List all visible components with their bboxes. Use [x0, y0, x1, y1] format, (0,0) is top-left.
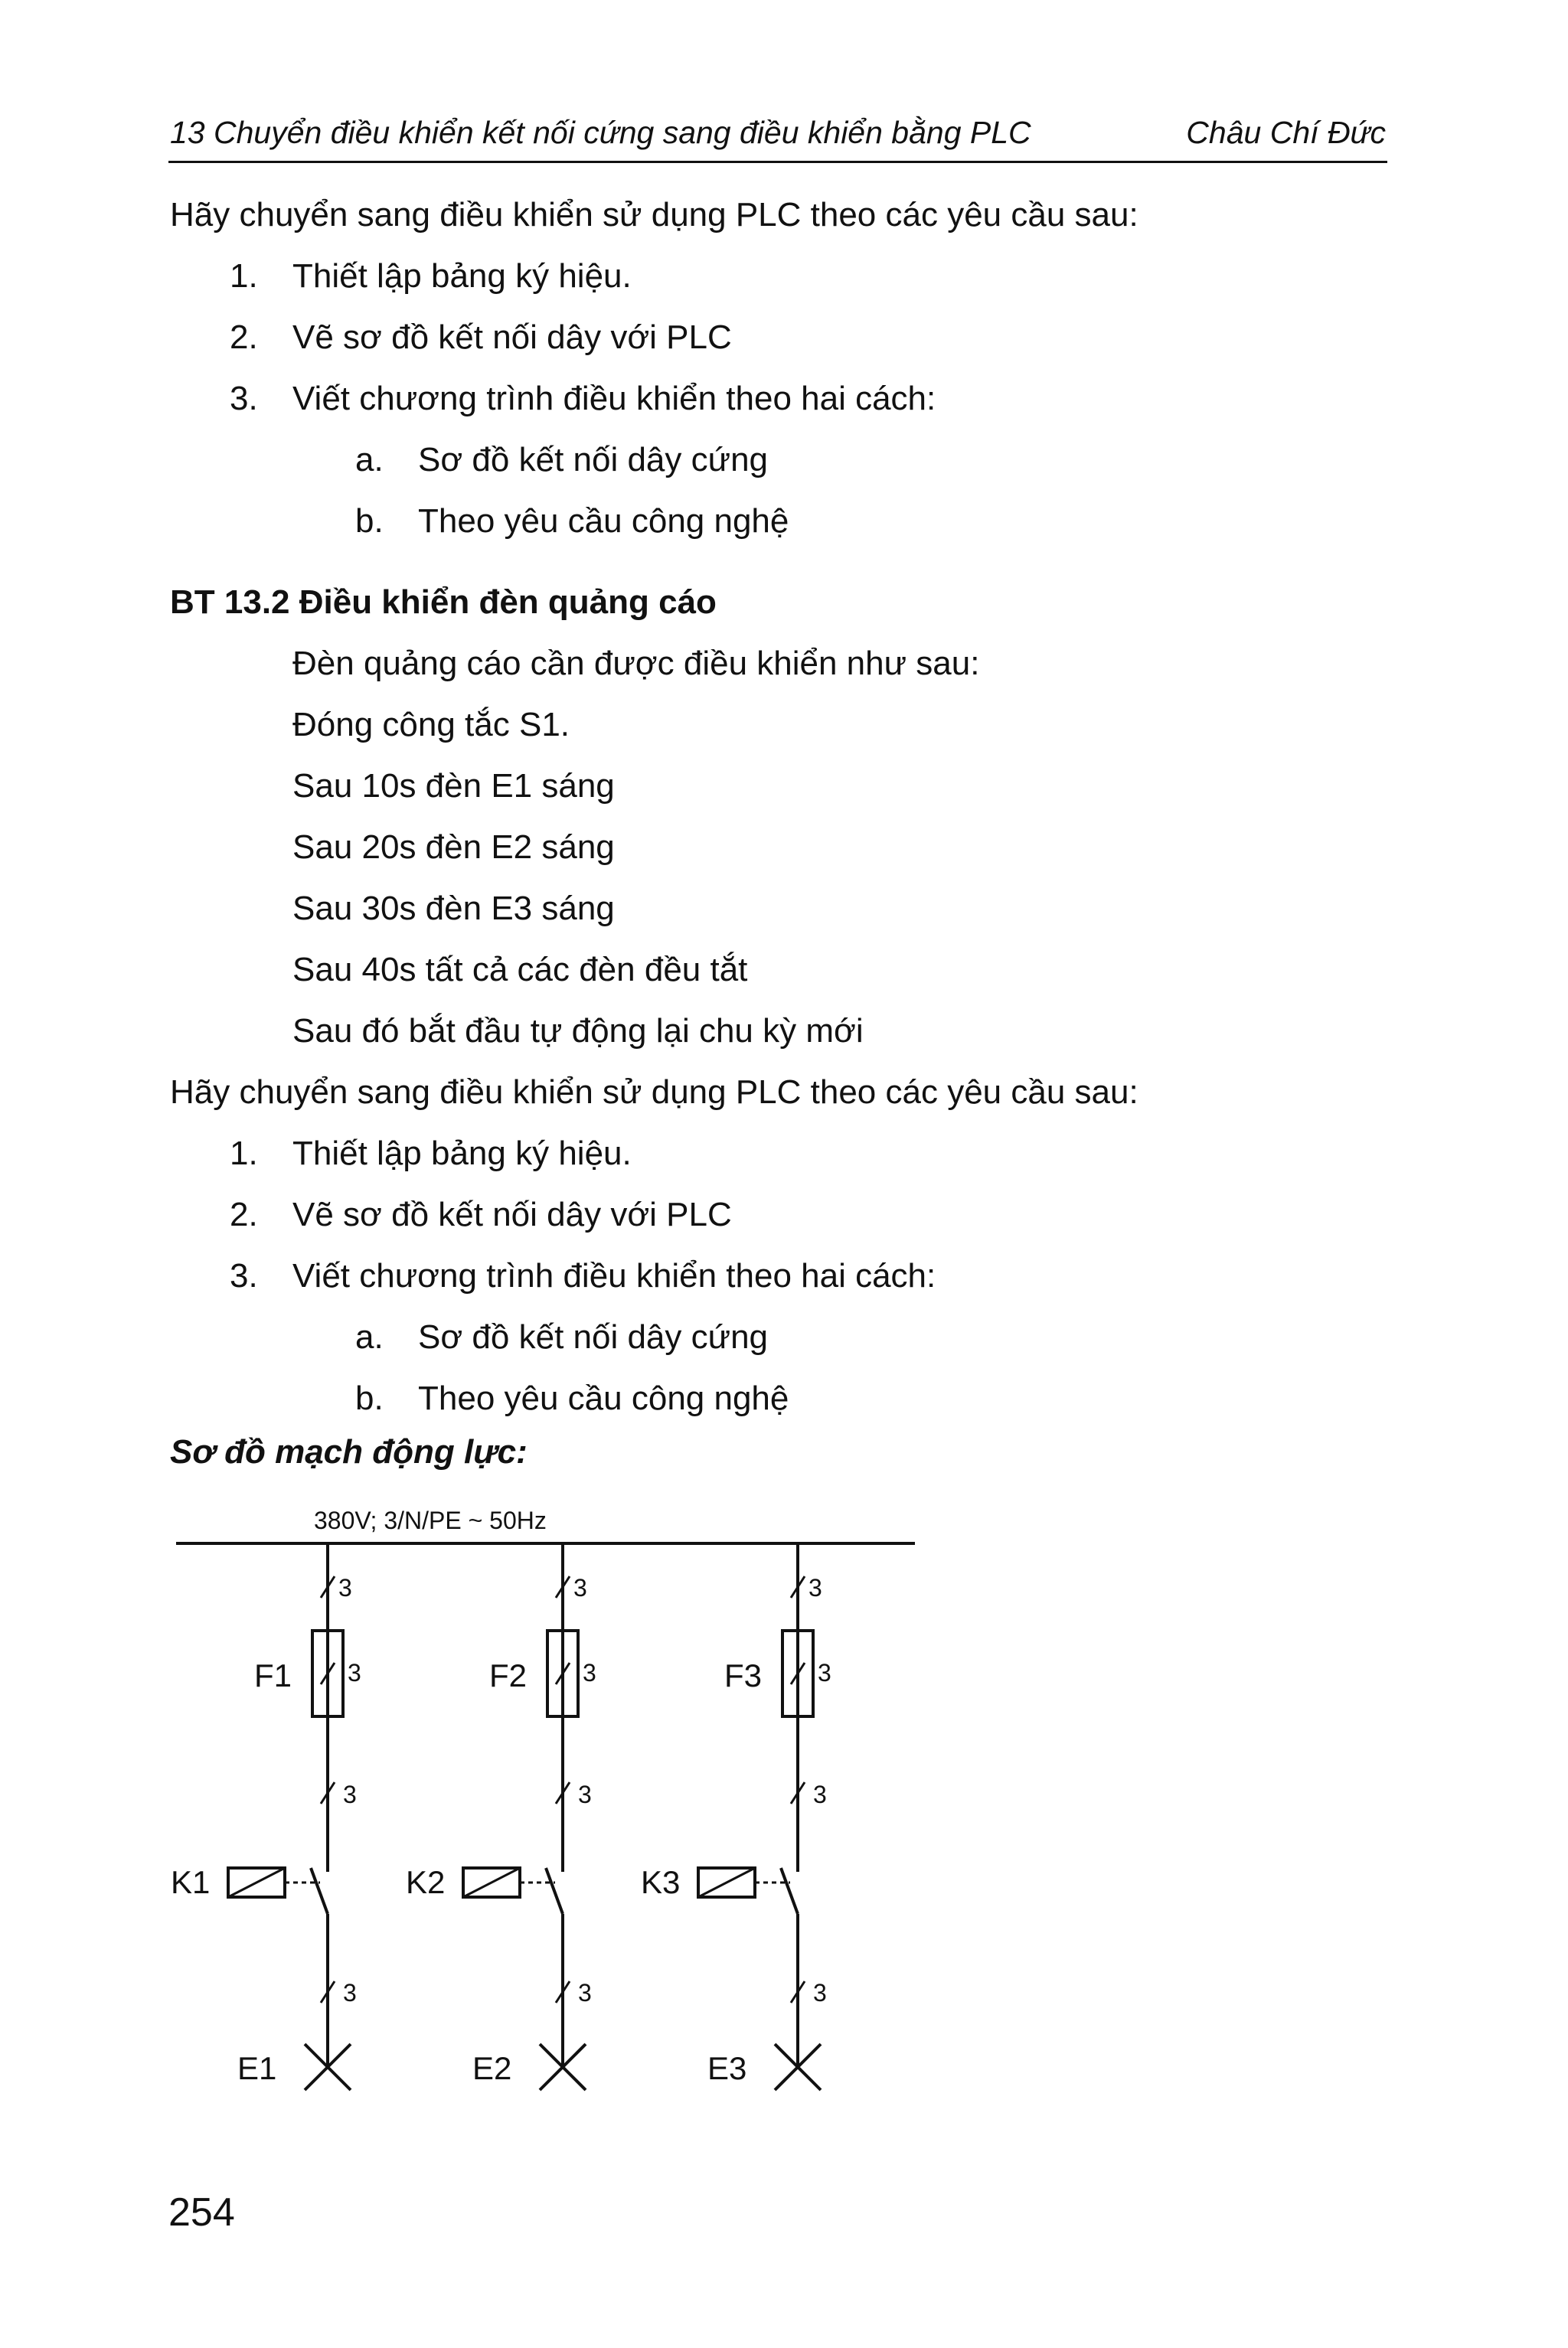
sublist-item: Sơ đồ kết nối dây cứng [418, 441, 769, 478]
diagram-heading: Sơ đồ mạch động lực: [170, 1433, 528, 1471]
list-item: Thiết lập bảng ký hiệu. [292, 1135, 632, 1172]
wire-count-label: 3 [813, 1781, 827, 1808]
supply-label: 380V; 3/N/PE ~ 50Hz [314, 1507, 547, 1534]
exercise-line: Đèn quảng cáo cần được điều khiển như sau: [292, 645, 980, 682]
contact-blade [546, 1868, 563, 1914]
fuse-label: F2 [489, 1657, 528, 1693]
sublist-letter: a. [355, 441, 384, 478]
contactor-label: K1 [171, 1864, 211, 1900]
header-author: Châu Chí Đức [1186, 115, 1386, 150]
exercise-title: BT 13.2 Điều khiển đèn quảng cáo [170, 583, 717, 621]
list-number: 3. [230, 1257, 258, 1295]
list-item: Viết chương trình điều khiển theo hai cách: [292, 380, 936, 417]
wire-count-label: 3 [813, 1979, 827, 2007]
sublist-letter: b. [355, 1380, 384, 1417]
circuit-branch [406, 1543, 596, 2090]
contactor-label: K3 [641, 1864, 681, 1900]
header-chapter-title: 13 Chuyển điều khiển kết nối cứng sang điều khiển bằng PLC [170, 115, 1031, 150]
list-number: 3. [230, 380, 258, 417]
list-number: 1. [230, 257, 258, 295]
wire-count-label: 3 [578, 1781, 592, 1808]
wire-count-label: 3 [583, 1659, 596, 1687]
exercise-line: Sau 40s tất cả các đèn đều tắt [292, 951, 748, 988]
wire-count-label: 3 [348, 1659, 361, 1687]
sublist-item: Sơ đồ kết nối dây cứng [418, 1318, 769, 1356]
wire-count-label: 3 [338, 1574, 352, 1602]
exercise-line: Đóng công tắc S1. [292, 706, 570, 743]
fuse-label: F3 [724, 1657, 763, 1693]
sublist-letter: b. [355, 502, 384, 540]
list-item: Vẽ sơ đồ kết nối dây với PLC [292, 318, 732, 356]
lamp-label: E1 [237, 2050, 277, 2086]
wire-count-label: 3 [343, 1781, 357, 1808]
list-item: Vẽ sơ đồ kết nối dây với PLC [292, 1196, 732, 1233]
list-number: 2. [230, 1196, 258, 1233]
sublist-item: Theo yêu cầu công nghệ [418, 502, 789, 540]
circuit-branch [641, 1543, 831, 2090]
exercise-line: Sau 10s đèn E1 sáng [292, 767, 615, 805]
sublist-letter: a. [355, 1318, 384, 1356]
wire-count-label: 3 [818, 1659, 831, 1687]
contactor-coil-diagonal [463, 1868, 520, 1897]
exercise-line: Sau 30s đèn E3 sáng [292, 890, 615, 927]
lamp-label: E3 [707, 2050, 747, 2086]
contact-blade [311, 1868, 328, 1914]
contactor-coil-diagonal [698, 1868, 755, 1897]
wire-count-label: 3 [808, 1574, 822, 1602]
contactor-label: K2 [406, 1864, 446, 1900]
sublist-item: Theo yêu cầu công nghệ [418, 1380, 789, 1417]
section2-intro: Hãy chuyển sang điều khiển sử dụng PLC theo các yêu cầu sau: [170, 1073, 1138, 1111]
contactor-coil-diagonal [228, 1868, 285, 1897]
lamp-label: E2 [472, 2050, 512, 2086]
list-number: 2. [230, 318, 258, 356]
circuit-branch [171, 1543, 361, 2090]
fuse-label: F1 [254, 1657, 292, 1693]
page-number: 254 [168, 2190, 235, 2235]
contact-blade [781, 1868, 798, 1914]
section1-intro: Hãy chuyển sang điều khiển sử dụng PLC theo các yêu cầu sau: [170, 196, 1138, 233]
exercise-line: Sau 20s đèn E2 sáng [292, 828, 615, 866]
list-item: Thiết lập bảng ký hiệu. [292, 257, 632, 295]
wire-count-label: 3 [578, 1979, 592, 2007]
wire-count-label: 3 [573, 1574, 587, 1602]
wire-count-label: 3 [343, 1979, 357, 2007]
list-item: Viết chương trình điều khiển theo hai cách: [292, 1257, 936, 1295]
exercise-line: Sau đó bắt đầu tự động lại chu kỳ mới [292, 1012, 864, 1050]
list-number: 1. [230, 1135, 258, 1172]
